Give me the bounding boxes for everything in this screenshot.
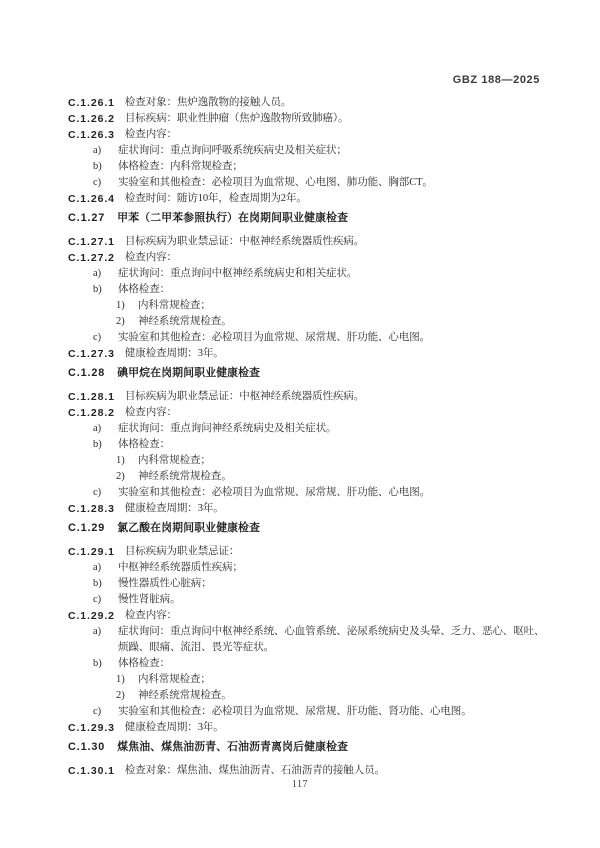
clause-number: C.1.26.2 xyxy=(68,113,115,125)
line-text: 检查对象：焦炉逸散物的接触人员。 xyxy=(124,97,292,108)
clause-line xyxy=(68,95,552,111)
line-text: 体格检查： xyxy=(118,284,170,295)
line-text: 实验室和其他检查：必检项目为血常规、尿常规、肝功能、心电图。 xyxy=(118,487,430,498)
line-text: 煤焦油、煤焦油沥青、石油沥青离岗后健康检查 xyxy=(117,740,349,753)
clause-number: C.1.29.3 xyxy=(68,722,115,734)
line-text: 慢性器质性心脏病； xyxy=(118,578,212,589)
line-text: 内科常规检查； xyxy=(138,455,211,466)
line-text: 氯乙酸在岗期间职业健康检查 xyxy=(117,521,261,534)
clause-number: C.1.27.2 xyxy=(68,252,115,264)
line-text: 碘甲烷在岗期间职业健康检查 xyxy=(117,366,261,379)
list-marker: c) xyxy=(93,594,102,605)
line-text: 实验室和其他检查：必检项目为血常规、尿常规、肝功能、肾功能、心电图。 xyxy=(118,706,472,717)
line-text: 症状询问：重点询问神经系统病史及相关症状。 xyxy=(118,423,337,434)
line-text: 内科常规检查； xyxy=(138,674,211,685)
clause-number: C.1.27.1 xyxy=(68,236,115,248)
line-text: 神经系统常规检查。 xyxy=(138,471,232,482)
line-text: 中枢神经系统器质性疾病； xyxy=(118,562,243,573)
clause-number: C.1.28 xyxy=(68,366,106,379)
line-text: 目标疾病为职业禁忌证：中枢神经系统器质性疾病。 xyxy=(124,236,365,247)
list-marker: 1) xyxy=(116,674,125,685)
clause-line xyxy=(68,720,552,736)
clause-number: C.1.30.1 xyxy=(68,765,115,777)
list-item-line xyxy=(68,576,552,592)
line-text: 检查内容： xyxy=(124,252,177,263)
document-body xyxy=(68,95,552,779)
sublist-item-line xyxy=(68,672,552,688)
line-text: 健康检查周期：3年。 xyxy=(124,503,224,514)
list-marker: 2) xyxy=(116,471,125,482)
list-marker: c) xyxy=(93,706,102,717)
list-marker: c) xyxy=(93,487,102,498)
list-item-line xyxy=(68,159,552,175)
sublist-item-line xyxy=(68,453,552,469)
clause-number: C.1.28.3 xyxy=(68,503,115,515)
list-marker: a) xyxy=(93,626,102,637)
list-marker: c) xyxy=(93,332,102,343)
list-marker: b) xyxy=(93,161,102,172)
line-text: 目标疾病为职业禁忌证：中枢神经系统器质性疾病。 xyxy=(124,391,365,402)
line-text: 慢性肾脏病。 xyxy=(118,594,181,605)
list-item-line xyxy=(68,656,552,672)
clause-number: C.1.27.3 xyxy=(68,348,115,360)
line-text: 健康检查周期：3年。 xyxy=(124,722,224,733)
sublist-item-line xyxy=(68,314,552,330)
list-marker: 1) xyxy=(116,455,125,466)
clause-number: C.1.26.4 xyxy=(68,193,115,205)
line-text: 检查内容： xyxy=(124,407,177,418)
section-heading xyxy=(68,739,552,755)
list-item-line xyxy=(68,143,552,159)
list-marker: a) xyxy=(93,145,102,156)
line-text: 甲苯（二甲苯参照执行）在岗期间职业健康检查 xyxy=(117,211,349,224)
clause-number: C.1.26.3 xyxy=(68,129,115,141)
list-marker: 2) xyxy=(116,690,125,701)
line-text: 检查内容： xyxy=(124,610,177,621)
line-text: 体格检查：内科常规检查； xyxy=(118,161,243,172)
list-marker: 2) xyxy=(116,316,125,327)
clause-number: C.1.29.2 xyxy=(68,610,115,622)
list-item-line xyxy=(68,624,552,656)
section-heading xyxy=(68,210,552,226)
clause-number: C.1.28.1 xyxy=(68,391,115,403)
clause-line xyxy=(68,544,552,560)
list-marker: a) xyxy=(93,562,102,573)
clause-line xyxy=(68,501,552,517)
line-text: 健康检查周期：3年。 xyxy=(124,348,224,359)
line-text: 症状询问：重点询问中枢神经系统病史和相关症状。 xyxy=(118,268,358,279)
list-marker: b) xyxy=(93,439,102,450)
sublist-item-line xyxy=(68,688,552,704)
line-text: 体格检查： xyxy=(118,439,170,450)
line-text: 目标疾病：职业性肿瘤（焦炉逸散物所致肺癌）。 xyxy=(124,113,349,124)
clause-line xyxy=(68,127,552,143)
list-marker: b) xyxy=(93,658,102,669)
list-item-line xyxy=(68,282,552,298)
list-marker: a) xyxy=(93,268,102,279)
list-item-line xyxy=(68,485,552,501)
page-number: 117 xyxy=(291,779,309,790)
line-text: 神经系统常规检查。 xyxy=(138,690,232,701)
list-item-line xyxy=(68,437,552,453)
line-text: 体格检查： xyxy=(118,658,170,669)
clause-line xyxy=(68,191,552,207)
list-item-line xyxy=(68,592,552,608)
clause-number: C.1.28.2 xyxy=(68,407,115,419)
clause-line xyxy=(68,234,552,250)
standard-code: GBZ 188—2025 xyxy=(452,74,540,86)
line-text: 症状询问：重点询问呼吸系统疾病史及相关症状； xyxy=(118,145,347,156)
clause-number: C.1.26.1 xyxy=(68,97,115,109)
list-marker: b) xyxy=(93,284,102,295)
clause-number: C.1.30 xyxy=(68,740,106,753)
sublist-item-line xyxy=(68,469,552,485)
list-marker: a) xyxy=(93,423,102,434)
line-text: 实验室和其他检查：必检项目为血常规、心电图、肺功能、胸部CT。 xyxy=(118,177,433,188)
clause-line xyxy=(68,346,552,362)
clause-number: C.1.29.1 xyxy=(68,546,115,558)
line-text: 检查时间：随访10年，检查周期为2年。 xyxy=(124,193,307,204)
list-item-line xyxy=(68,704,552,720)
clause-line xyxy=(68,111,552,127)
clause-line xyxy=(68,250,552,266)
list-marker: b) xyxy=(93,578,102,589)
clause-line xyxy=(68,608,552,624)
line-text: 内科常规检查； xyxy=(138,300,211,311)
clause-line xyxy=(68,763,552,779)
line-text: 症状询问：重点询问中枢神经系统、心血管系统、泌尿系统病史及头晕、乏力、恶心、呕吐、烦躁、眼痛、流泪、畏光等症状。 xyxy=(118,626,545,653)
line-text: 神经系统常规检查。 xyxy=(138,316,232,327)
section-heading xyxy=(68,365,552,381)
list-item-line xyxy=(68,266,552,282)
list-item-line xyxy=(68,330,552,346)
line-text: 实验室和其他检查：必检项目为血常规、尿常规、肝功能、心电图。 xyxy=(118,332,430,343)
line-text: 检查内容： xyxy=(124,129,177,140)
list-item-line xyxy=(68,560,552,576)
list-marker: 1) xyxy=(116,300,125,311)
list-item-line xyxy=(68,175,552,191)
sublist-item-line xyxy=(68,298,552,314)
list-marker: c) xyxy=(93,177,102,188)
line-text: 检查对象：煤焦油、煤焦油沥青、石油沥青的接触人员。 xyxy=(124,765,385,776)
list-item-line xyxy=(68,421,552,437)
clause-number: C.1.27 xyxy=(68,211,106,224)
line-text: 目标疾病为职业禁忌证： xyxy=(124,546,240,557)
clause-number: C.1.29 xyxy=(68,521,106,534)
clause-line xyxy=(68,389,552,405)
section-heading xyxy=(68,520,552,536)
clause-line xyxy=(68,405,552,421)
